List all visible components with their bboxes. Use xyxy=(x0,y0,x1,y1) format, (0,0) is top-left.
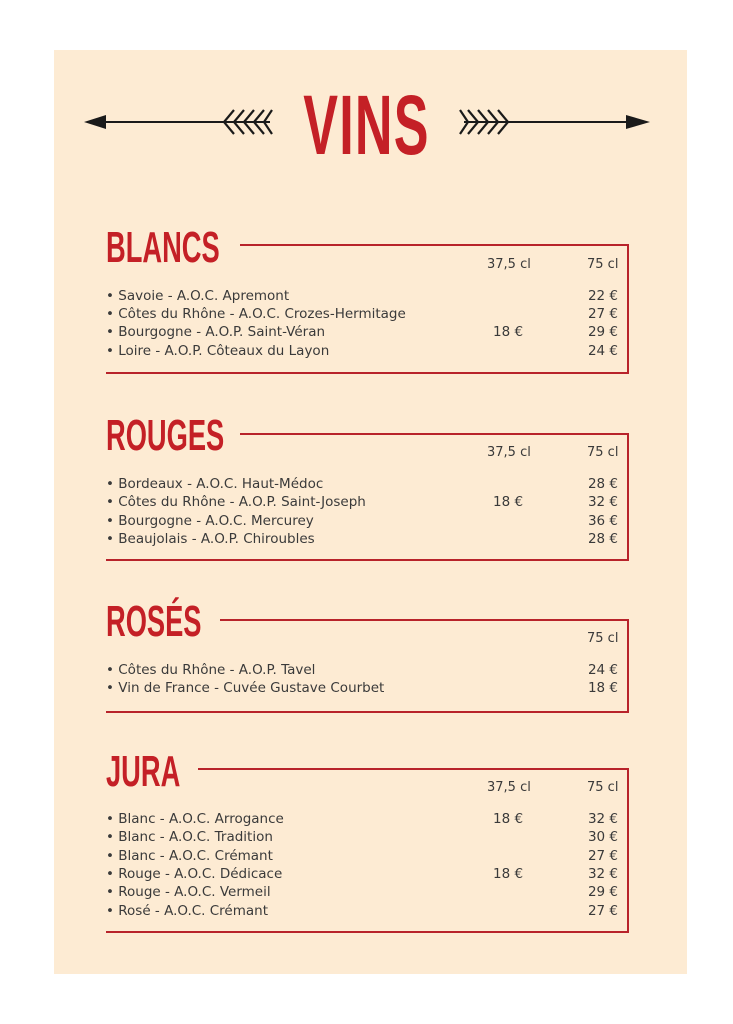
section-title-blancs: BLANCS xyxy=(106,223,220,272)
price-large: 27 € xyxy=(587,306,618,322)
wine-name: • Bourgogne - A.O.P. Saint-Véran xyxy=(106,324,326,340)
col-head-small: 37,5 cl xyxy=(487,780,531,795)
list-item xyxy=(106,828,626,846)
price-large: 22 € xyxy=(587,288,618,304)
price-large: 32 € xyxy=(587,811,618,827)
section-title-rouges: ROUGES xyxy=(106,411,225,460)
price-large: 36 € xyxy=(587,513,618,529)
price-small: 18 € xyxy=(493,494,524,510)
wine-name: • Rouge - A.O.C. Vermeil xyxy=(106,884,271,900)
wine-name: • Blanc - A.O.C. Arrogance xyxy=(106,811,284,827)
list-item xyxy=(106,661,626,679)
price-small: 18 € xyxy=(493,811,524,827)
price-large: 29 € xyxy=(587,884,618,900)
price-large: 29 € xyxy=(587,324,618,340)
col-head-large: 75 cl xyxy=(587,257,619,272)
wine-name: • Bordeaux - A.O.C. Haut-Médoc xyxy=(106,476,324,492)
list-item xyxy=(106,679,626,697)
section-title-roses: ROSÉS xyxy=(106,597,202,646)
price-large: 24 € xyxy=(587,343,618,359)
col-head-small: 37,5 cl xyxy=(487,445,531,460)
price-large: 32 € xyxy=(587,494,618,510)
col-head-large: 75 cl xyxy=(587,445,619,460)
wine-name: • Rosé - A.O.C. Crémant xyxy=(106,903,269,919)
wine-name: • Côtes du Rhône - A.O.P. Saint-Joseph xyxy=(106,494,366,510)
list-item xyxy=(106,883,626,901)
price-large: 30 € xyxy=(587,829,618,845)
price-large: 32 € xyxy=(587,866,618,882)
list-item xyxy=(106,512,626,530)
wine-name: • Blanc - A.O.C. Tradition xyxy=(106,829,273,845)
price-large: 28 € xyxy=(587,531,618,547)
list-item xyxy=(106,530,626,548)
list-item xyxy=(106,810,626,828)
list-item xyxy=(106,305,626,323)
price-large: 27 € xyxy=(587,848,618,864)
list-item xyxy=(106,287,626,305)
list-item xyxy=(106,847,626,865)
list-item xyxy=(106,493,626,511)
wine-name: • Côtes du Rhône - A.O.C. Crozes-Hermitage xyxy=(106,306,406,322)
title-container xyxy=(0,78,733,182)
col-head-small: 37,5 cl xyxy=(487,257,531,272)
section-title-jura: JURA xyxy=(106,747,181,796)
wine-name: • Beaujolais - A.O.P. Chiroubles xyxy=(106,531,315,547)
price-small: 18 € xyxy=(493,866,524,882)
col-head-large: 75 cl xyxy=(587,631,619,646)
list-item xyxy=(106,865,626,883)
wine-name: • Vin de France - Cuvée Gustave Courbet xyxy=(106,680,385,696)
wine-name: • Blanc - A.O.C. Crémant xyxy=(106,848,273,864)
wine-name: • Bourgogne - A.O.C. Mercurey xyxy=(106,513,314,529)
price-small: 18 € xyxy=(493,324,524,340)
list-item xyxy=(106,342,626,360)
price-large: 24 € xyxy=(587,662,618,678)
price-large: 18 € xyxy=(587,680,618,696)
price-large: 28 € xyxy=(587,476,618,492)
col-head-large: 75 cl xyxy=(587,780,619,795)
list-item xyxy=(106,323,626,341)
page-title: VINS xyxy=(303,78,430,172)
wine-name: • Loire - A.O.P. Côteaux du Layon xyxy=(106,343,330,359)
price-large: 27 € xyxy=(587,903,618,919)
wine-name: • Rouge - A.O.C. Dédicace xyxy=(106,866,283,882)
list-item xyxy=(106,902,626,920)
list-item xyxy=(106,475,626,493)
wine-name: • Savoie - A.O.C. Apremont xyxy=(106,288,290,304)
wine-name: • Côtes du Rhône - A.O.P. Tavel xyxy=(106,662,316,678)
